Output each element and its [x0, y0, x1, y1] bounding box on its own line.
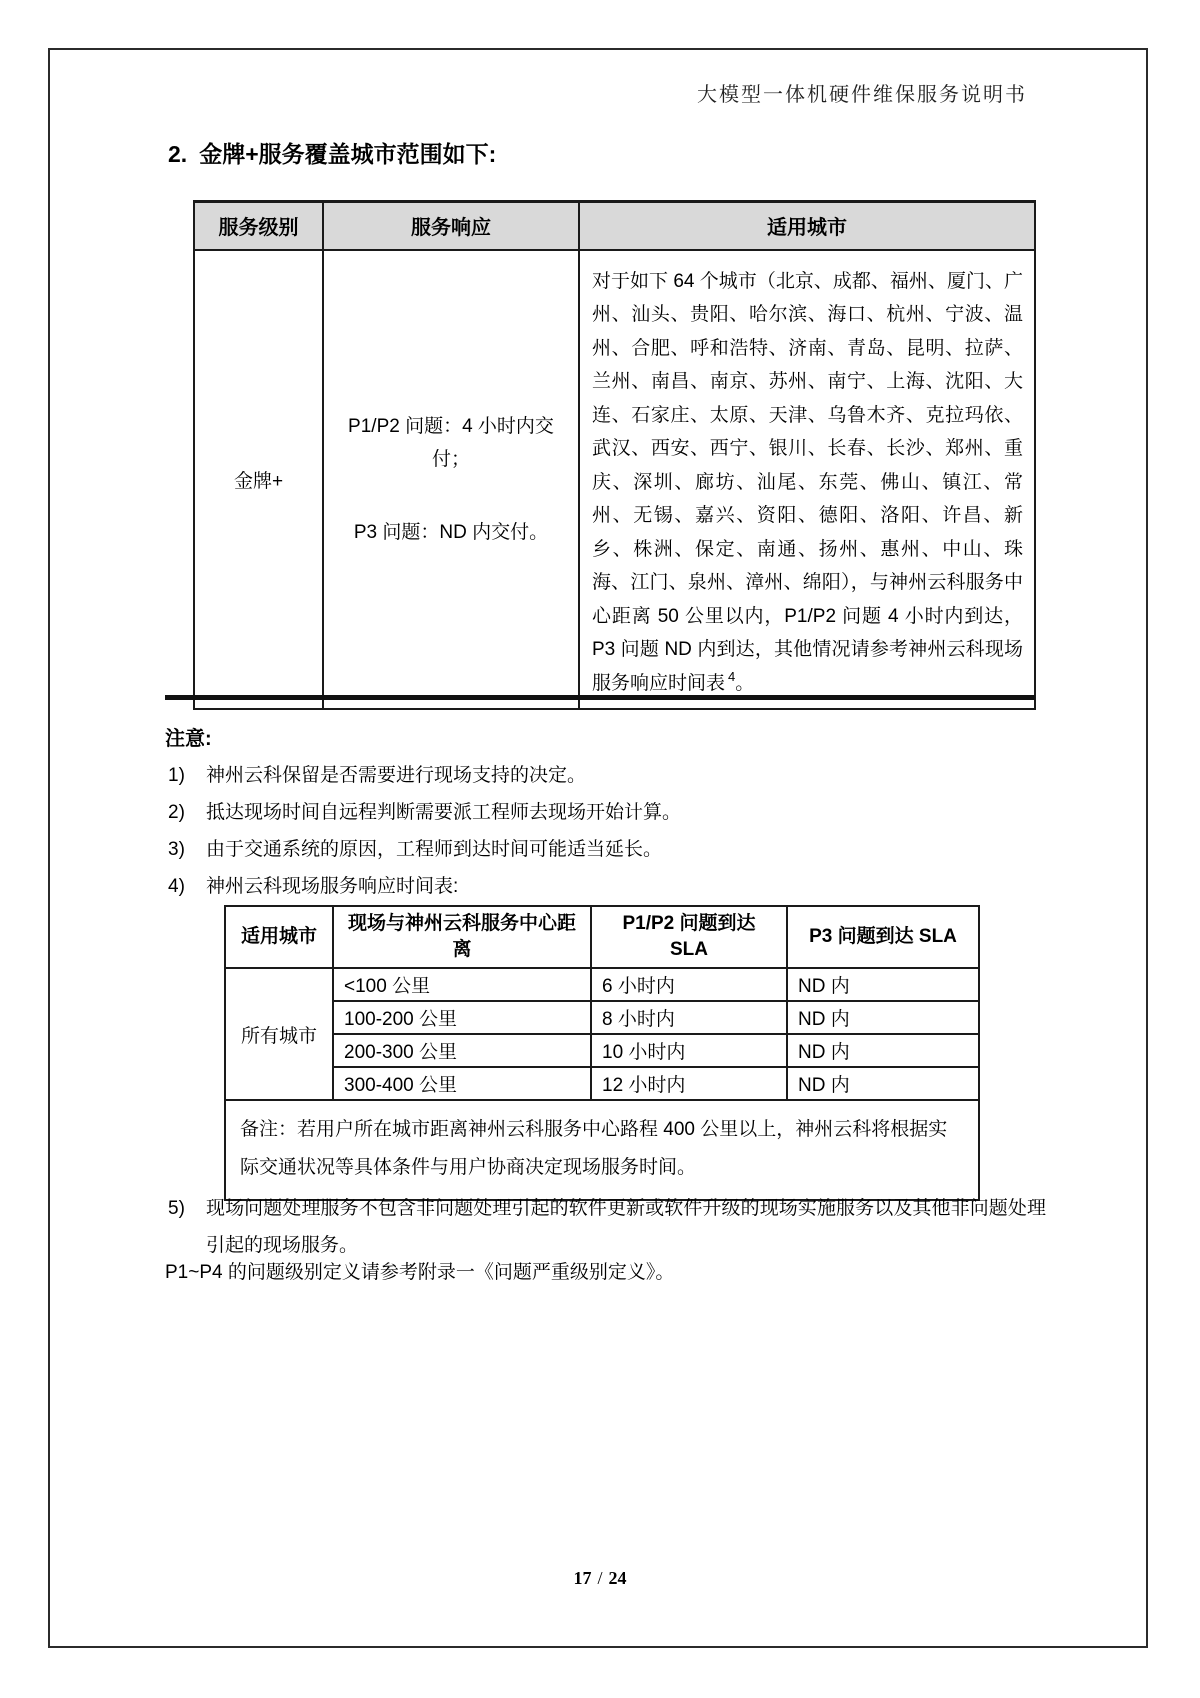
note-item-2 [168, 802, 1048, 824]
table-row [225, 1034, 979, 1067]
p12-sla-cell: 6 小时内 [591, 968, 787, 1001]
distance-cell: 100-200 公里 [333, 1001, 591, 1034]
header-distance: 现场与神州云科服务中心距离 [333, 906, 591, 968]
closing-line: P1~P4 的问题级别定义请参考附录一《问题严重级别定义》。 [165, 1262, 675, 1283]
page-separator: / [597, 1568, 603, 1588]
note-number: 1) [168, 765, 185, 786]
note-item-3 [168, 839, 1048, 861]
header-service-response: 服务响应 [323, 202, 579, 250]
p3-sla-cell: ND 内 [787, 1001, 979, 1034]
table-header-row [225, 906, 979, 968]
response-line-1: P1/P2 问题：4 小时内交付； [348, 415, 554, 470]
note-number: 4) [168, 876, 185, 897]
header-p12-sla: P1/P2 问题到达 SLA [591, 906, 787, 968]
response-line-2: P3 问题：ND 内交付。 [353, 521, 549, 543]
table-row [225, 1067, 979, 1100]
page-total: 24 [608, 1568, 627, 1588]
response-time-table [224, 905, 980, 1201]
footnote-marker: 4 [728, 669, 736, 685]
service-response-cell [323, 250, 579, 710]
note-item-4 [168, 876, 1048, 898]
note-number: 5) [168, 1198, 185, 1219]
note-item-1 [168, 765, 1048, 787]
cities-period: 。 [735, 672, 755, 694]
section-title [168, 136, 496, 169]
note-text: 神州云科现场服务响应时间表: [206, 876, 459, 897]
note-text: 现场问题处理服务不包含非问题处理引起的软件更新或软件升级的现场实施服务以及其他非问题处理引起的现场服务。 [206, 1198, 1046, 1256]
table-row [225, 1001, 979, 1034]
page-current: 17 [573, 1568, 592, 1588]
note-item-5 [168, 1190, 1046, 1264]
header-applicable-cities: 适用城市 [579, 202, 1035, 250]
note-text: 由于交通系统的原因，工程师到达时间可能适当延长。 [206, 839, 663, 860]
header-service-level: 服务级别 [194, 202, 323, 250]
header-p3-sla: P3 问题到达 SLA [787, 906, 979, 968]
p3-sla-cell: ND 内 [787, 968, 979, 1001]
notes-list [168, 765, 1048, 913]
notes-heading: 注意: [165, 728, 212, 750]
p12-sla-cell: 8 小时内 [591, 1001, 787, 1034]
section-number: 2. [168, 141, 188, 167]
table-header-row [194, 202, 1035, 250]
distance-cell: <100 公里 [333, 968, 591, 1001]
service-level-cell: 金牌+ [194, 250, 323, 710]
distance-cell: 200-300 公里 [333, 1034, 591, 1067]
table-row [225, 968, 979, 1001]
section-title-text: 金牌+服务覆盖城市范围如下: [199, 141, 497, 167]
remark-row [225, 1100, 979, 1200]
p12-sla-cell: 12 小时内 [591, 1067, 787, 1100]
distance-cell: 300-400 公里 [333, 1067, 591, 1100]
note-number: 3) [168, 839, 185, 860]
service-coverage-table [193, 200, 1036, 710]
note-number: 2) [168, 802, 185, 823]
remark-cell: 备注：若用户所在城市距离神州云科服务中心路程 400 公里以上，神州云科将根据实际交通状况等具体条件与用户协商决定现场服务时间。 [225, 1100, 979, 1200]
table-data-row [194, 250, 1035, 710]
p3-sla-cell: ND 内 [787, 1034, 979, 1067]
note-text: 神州云科保留是否需要进行现场支持的决定。 [206, 765, 587, 786]
document-header: 大模型一体机硬件维保服务说明书 [697, 84, 1027, 106]
row-group-label: 所有城市 [225, 968, 333, 1100]
p3-sla-cell: ND 内 [787, 1067, 979, 1100]
p12-sla-cell: 10 小时内 [591, 1034, 787, 1067]
section-divider [165, 695, 1035, 700]
page-number [0, 1568, 1200, 1589]
note-text: 抵达现场时间自远程判断需要派工程师去现场开始计算。 [206, 802, 682, 823]
cities-text: 对于如下 64 个城市（北京、成都、福州、厦门、广州、汕头、贵阳、哈尔滨、海口、杭州、宁波、温州、合肥、呼和浩特、济南、青岛、昆明、拉萨、兰州、南昌、南京、苏州、南宁、上海、沈阳、大连、石家庄、太原、天津、乌鲁木齐、克拉玛依、武汉、西安、西宁、银川、长春、长沙、郑州、重庆、深圳、廊坊、汕尾、东莞、佛山、镇江、常州、无锡、嘉兴、资阳、德阳、洛阳、许昌、新乡、株洲、保定、南通、扬州、惠州、中山、珠海、江门、泉州、漳州、绵阳），与神州云科服务中心距离 50 公里以内，P1/P2 问题 4 小时内到达，P3 问题 ND 内到达，其他情况请参考神州云科现场服务响应时间表 [592, 270, 1023, 694]
applicable-cities-cell [579, 250, 1035, 710]
header-applicable-city: 适用城市 [225, 906, 333, 968]
